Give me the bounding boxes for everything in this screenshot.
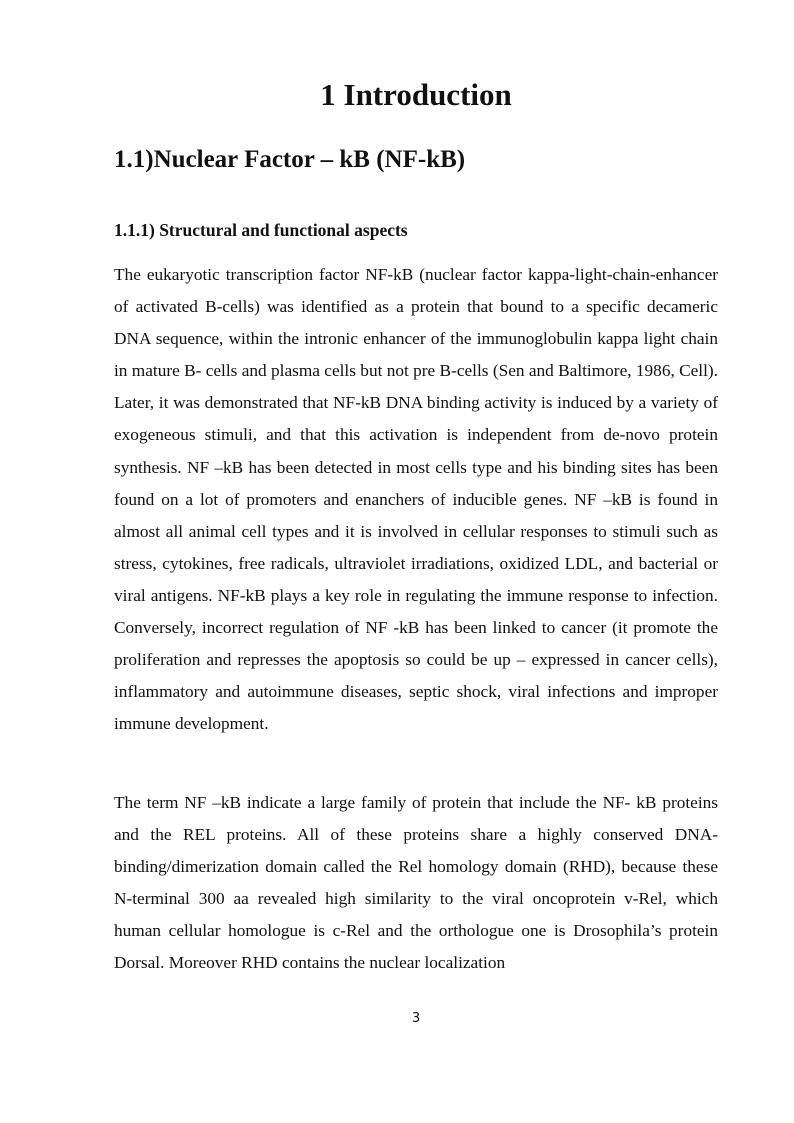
body-paragraph: The eukaryotic transcription factor NF-kB (nuclear factor kappa-light-chain-enhancer of activated B-cells) was identified as a protein that bound to a specific decameric DNA sequence, within the intronic enhancer of the immunoglobulin kappa light chain in mature B- cells and plasma cells but not pre B-cells (Sen and Baltimore, 1986, Cell). Later, it was demonstrated that NF-kB DNA binding activity is induced by a variety of exogeneous stimuli, and that this activation is independent from de-novo protein synthesis. NF –kB has been detected in most cells type and his binding sites has been found on a lot of promoters and enanchers of inducible genes. NF –kB is found in almost all animal cell types and it is involved in cellular responses to stimuli such as stress, cytokines, free radicals, ultraviolet irradiations, oxidized LDL, and bacterial or viral antigens. NF-kB plays a key role in regulating the immune response to infection. Conversely, incorrect regulation of NF -kB has been linked to cancer (it promote the proliferation and represses the apoptosis so could be up – expressed in cancer cells), inflammatory and autoimmune diseases, septic shock, viral infections and improper immune development. [114,265,718,734]
body-paragraph: The term NF –kB indicate a large family of protein that include the NF- kB proteins and the REL proteins. All of these proteins share a highly conserved DNA-binding/dimerization domain called the Rel homology domain (RHD), because these N-terminal 300 aa revealed high similarity to the viral oncoprotein v-Rel, which human cellular homologue is c-Rel and the orthologue one is Drosophila’s protein Dorsal. Moreover RHD contains the nuclear localization [114,793,718,973]
subsection-title: 1.1.1) Structural and functional aspects [114,220,408,240]
section-title: 1.1)Nuclear Factor – kB (NF-kB) [114,146,466,173]
page-number: 3 [411,1011,421,1026]
chapter-title: 1 Introduction [320,77,512,112]
